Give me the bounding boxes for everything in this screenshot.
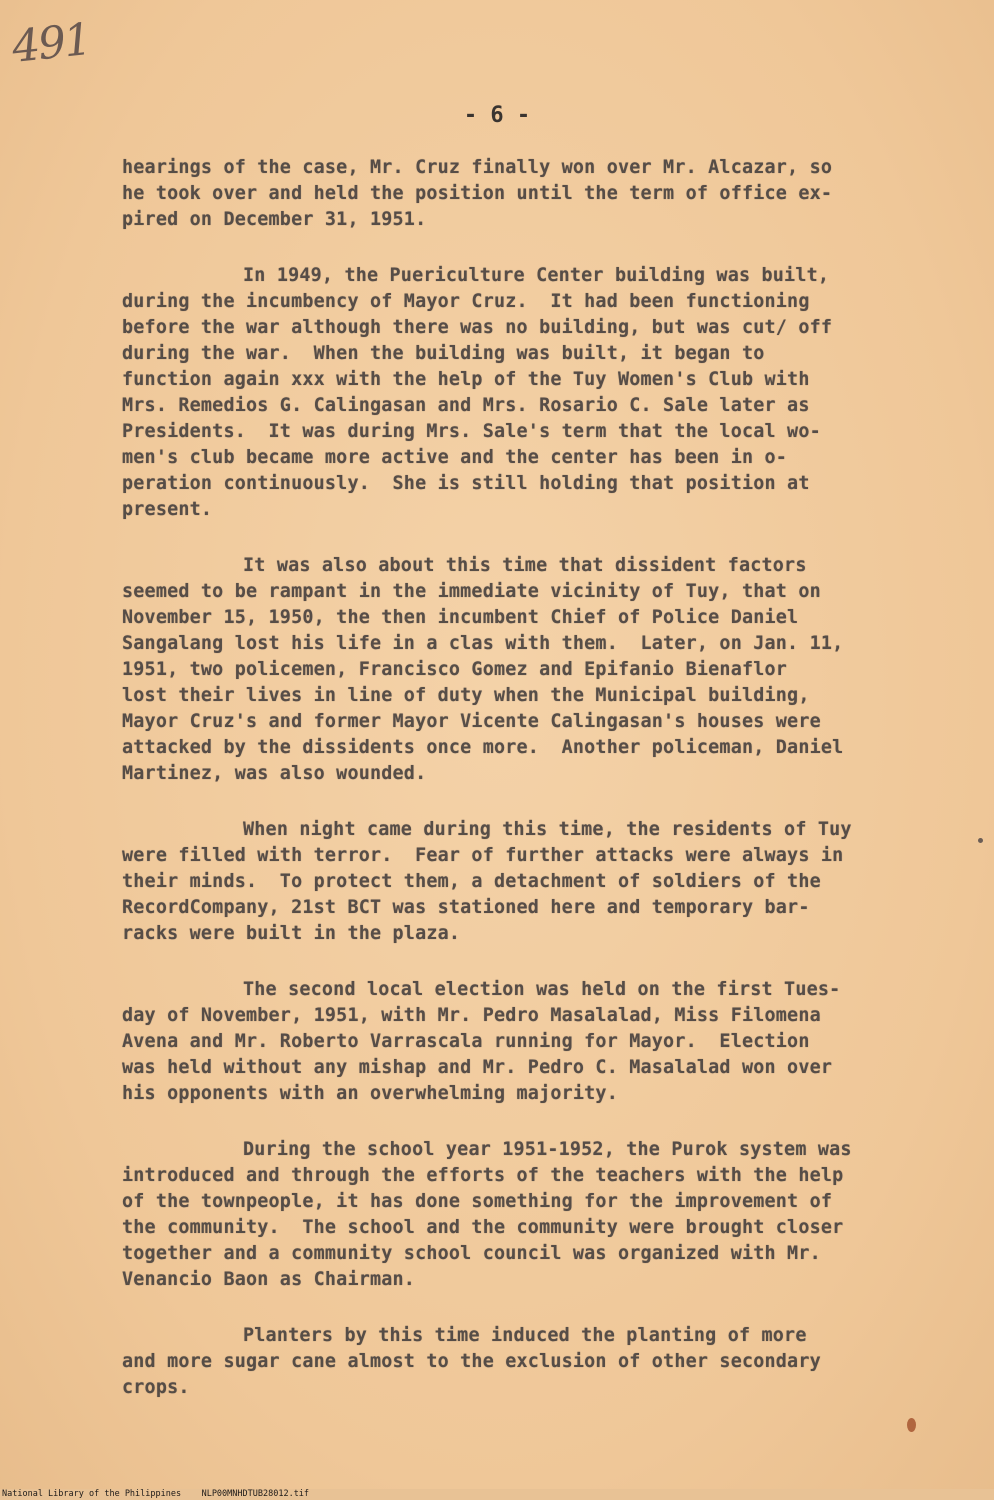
text-line: during the war. When the building was built, it began to [122,343,765,364]
text-line: were filled with terror. Fear of further attacks were always in [122,845,844,866]
text-line: during the incumbency of Mayor Cruz. It had been functioning [122,291,810,312]
text-line: Mayor Cruz's and former Mayor Vicente Calingasan's houses were [122,711,821,732]
text-line: The second local election was held on the first Tues- [243,979,841,1000]
body-text [122,155,922,1401]
text-line: function again xxx with the help of the Tuy Women's Club with [122,369,810,390]
text-line: When night came during this time, the residents of Tuy [243,819,852,840]
text-line: It was also about this time that dissident factors [243,555,807,576]
text-line: In 1949, the Puericulture Center building was built, [243,265,830,286]
paragraph-3 [122,553,922,787]
paragraph-5 [122,977,922,1107]
text-line: Presidents. It was during Mrs. Sale's term that the local wo- [122,421,821,442]
text-line: his opponents with an overwhelming majority. [122,1083,618,1104]
text-line: November 15, 1950, the then incumbent Chief of Police Daniel [122,607,799,628]
page-number: - 6 - [463,103,531,128]
paragraph-4 [122,817,922,947]
text-line: Sangalang lost his life in a clas with them. Later, on Jan. 11, [122,633,844,654]
text-line: hearings of the case, Mr. Cruz finally won over Mr. Alcazar, so [122,157,833,178]
paper-speck [978,838,983,843]
text-line: the community. The school and the community were brought closer [122,1217,844,1238]
paragraph-6 [122,1137,922,1293]
text-line: RecordCompany, 21st BCT was stationed here and temporary bar- [122,897,810,918]
paragraph-2 [122,263,922,523]
text-line: was held without any mishap and Mr. Pedro C. Masalalad won over [122,1057,833,1078]
text-line: lost their lives in line of duty when the Municipal building, [122,685,810,706]
text-line: present. [122,499,213,520]
text-line: attacked by the dissidents once more. Another policeman, Daniel [122,737,844,758]
text-line: Avena and Mr. Roberto Varrascala running for Mayor. Election [122,1031,810,1052]
text-line: crops. [122,1377,190,1398]
text-line: together and a community school council was organized with Mr. [122,1243,821,1264]
text-line: During the school year 1951-1952, the Purok system was [243,1139,852,1160]
paper-speck [907,1418,916,1432]
paragraph-7 [122,1323,922,1401]
text-line: before the war although there was no building, but was cut/ off [122,317,833,338]
text-line: peration continuously. She is still holding that position at [122,473,810,494]
text-line: introduced and through the efforts of the teachers with the help [122,1165,844,1186]
handwritten-page-mark: 491 [9,14,93,73]
text-line: day of November, 1951, with Mr. Pedro Masalalad, Miss Filomena [122,1005,821,1026]
archive-footer: National Library of the Philippines NLP00MNHDTUB28012.tif [0,1489,994,1500]
text-line: and more sugar cane almost to the exclusion of other secondary [122,1351,821,1372]
text-line: Planters by this time induced the planting of more [243,1325,807,1346]
text-line: racks were built in the plaza. [122,923,461,944]
text-line: 1951, two policemen, Francisco Gomez and Epifanio Bienaflor [122,659,788,680]
text-line: pired on December 31, 1951. [122,209,427,230]
text-line: he took over and held the position until the term of office ex- [122,183,833,204]
text-line: their minds. To protect them, a detachment of soldiers of the [122,871,821,892]
text-line: Venancio Baon as Chairman. [122,1269,416,1290]
text-line: Martinez, was also wounded. [122,763,427,784]
text-line: of the townpeople, it has done something for the improvement of [122,1191,833,1212]
text-line: seemed to be rampant in the immediate vicinity of Tuy, that on [122,581,821,602]
text-line: Mrs. Remedios G. Calingasan and Mrs. Rosario C. Sale later as [122,395,810,416]
text-line: men's club became more active and the center has been in o- [122,447,788,468]
paragraph-1 [122,155,922,233]
